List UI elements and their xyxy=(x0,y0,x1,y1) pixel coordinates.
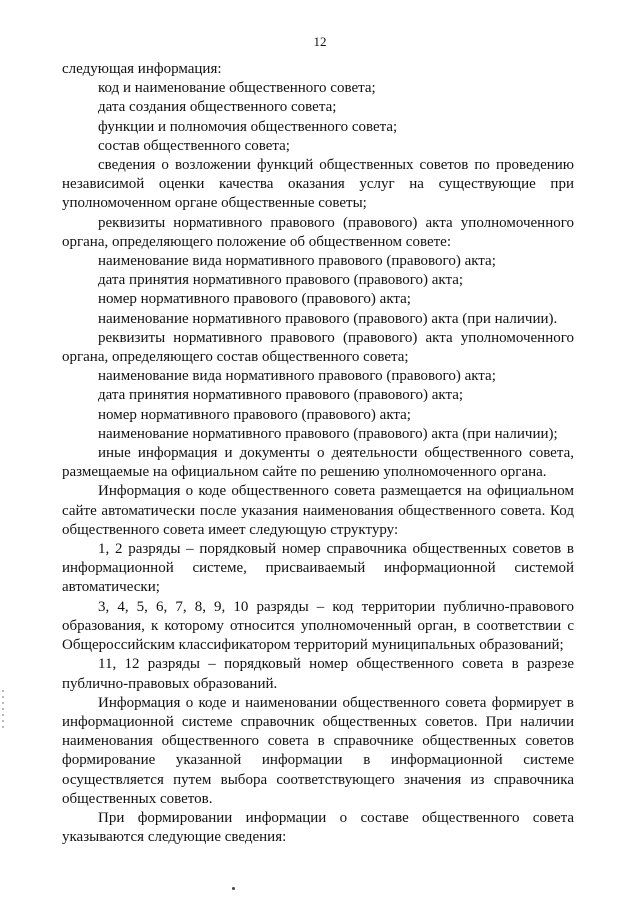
list-item-council-composition: состав общественного совета; xyxy=(98,137,290,154)
list-item-composition-act-details: реквизиты нормативного правового (правового) акта уполномоченного органа, определяющего состав общественного совета; xyxy=(62,329,574,366)
list-item-act-number: номер нормативного правового (правового) акта; xyxy=(98,291,411,308)
list-item-act-adoption-date: дата принятия нормативного правового (правового) акта; xyxy=(98,272,464,289)
list-item-act-type-name: наименование вида нормативного правового (правового) акта; xyxy=(98,368,496,385)
list-item-act-type-name: наименование вида нормативного правового (правового) акта; xyxy=(98,253,496,270)
list-item-regulation-act-details: реквизиты нормативного правового (правового) акта уполномоченного органа, определяющего положение об общественном совете: xyxy=(62,214,574,250)
paragraph-intro: следующая информация: xyxy=(62,61,222,77)
paragraph-code-digits-1-2: 1, 2 разряды – порядковый номер справочника общественных советов в информационной системе, присваиваемый информационной системой автоматически; xyxy=(62,541,574,596)
page-number: 12 xyxy=(313,34,327,49)
list-item-other-documents: иные информация и документы о деятельности общественного совета, размещаемые на официальном сайте по решению уполномоченного органа. xyxy=(62,445,574,481)
list-item-council-creation-date: дата создания общественного совета; xyxy=(98,99,337,116)
list-item-council-functions: функции и полномочия общественного совета; xyxy=(98,118,398,135)
scan-dot-mark xyxy=(232,887,235,890)
list-item-independent-assessment: сведения о возложении функций общественных советов по проведению независимой оценки качества оказания услуг на существующие при уполномоченном органе общественные советы; xyxy=(62,157,574,212)
document-body xyxy=(62,60,574,847)
paragraph-council-directory: Информация о коде и наименовании общественного совета формирует в информационной системе справочник общественных советов. При наличии наименования общественного совета в справочнике общественных советов формирование указанной информации в информационной системе осуществляется путем выбора соответствующего значения из справочника общественных советов. xyxy=(62,694,574,807)
scan-edge-mark xyxy=(2,690,4,730)
list-item-act-number: номер нормативного правового (правового) акта; xyxy=(98,406,411,423)
paragraph-composition-info: При формировании информации о составе общественного совета указываются следующие сведения: xyxy=(62,809,574,846)
list-item-council-code-name: код и наименование общественного совета; xyxy=(98,80,376,97)
paragraph-code-digits-11-12: 11, 12 разряды – порядковый номер общественного совета в разрезе публично-правовых образований. xyxy=(62,656,574,692)
list-item-act-name: наименование нормативного правового (правового) акта (при наличии); xyxy=(98,425,558,442)
paragraph-council-code-info: Информация о коде общественного совета размещается на официальном сайте автоматически после указания наименования общественного совета. Код общественного совета имеет следующую структуру: xyxy=(62,483,574,538)
list-item-act-name: наименование нормативного правового (правового) акта (при наличии). xyxy=(98,310,558,327)
paragraph-code-digits-3-10: 3, 4, 5, 6, 7, 8, 9, 10 разряды – код территории публично-правового образования, к которому относится уполномоченный орган, в соответствии с Общероссийским классификатором территорий муниципальных образований; xyxy=(62,598,574,654)
list-item-act-adoption-date: дата принятия нормативного правового (правового) акта; xyxy=(98,387,464,404)
